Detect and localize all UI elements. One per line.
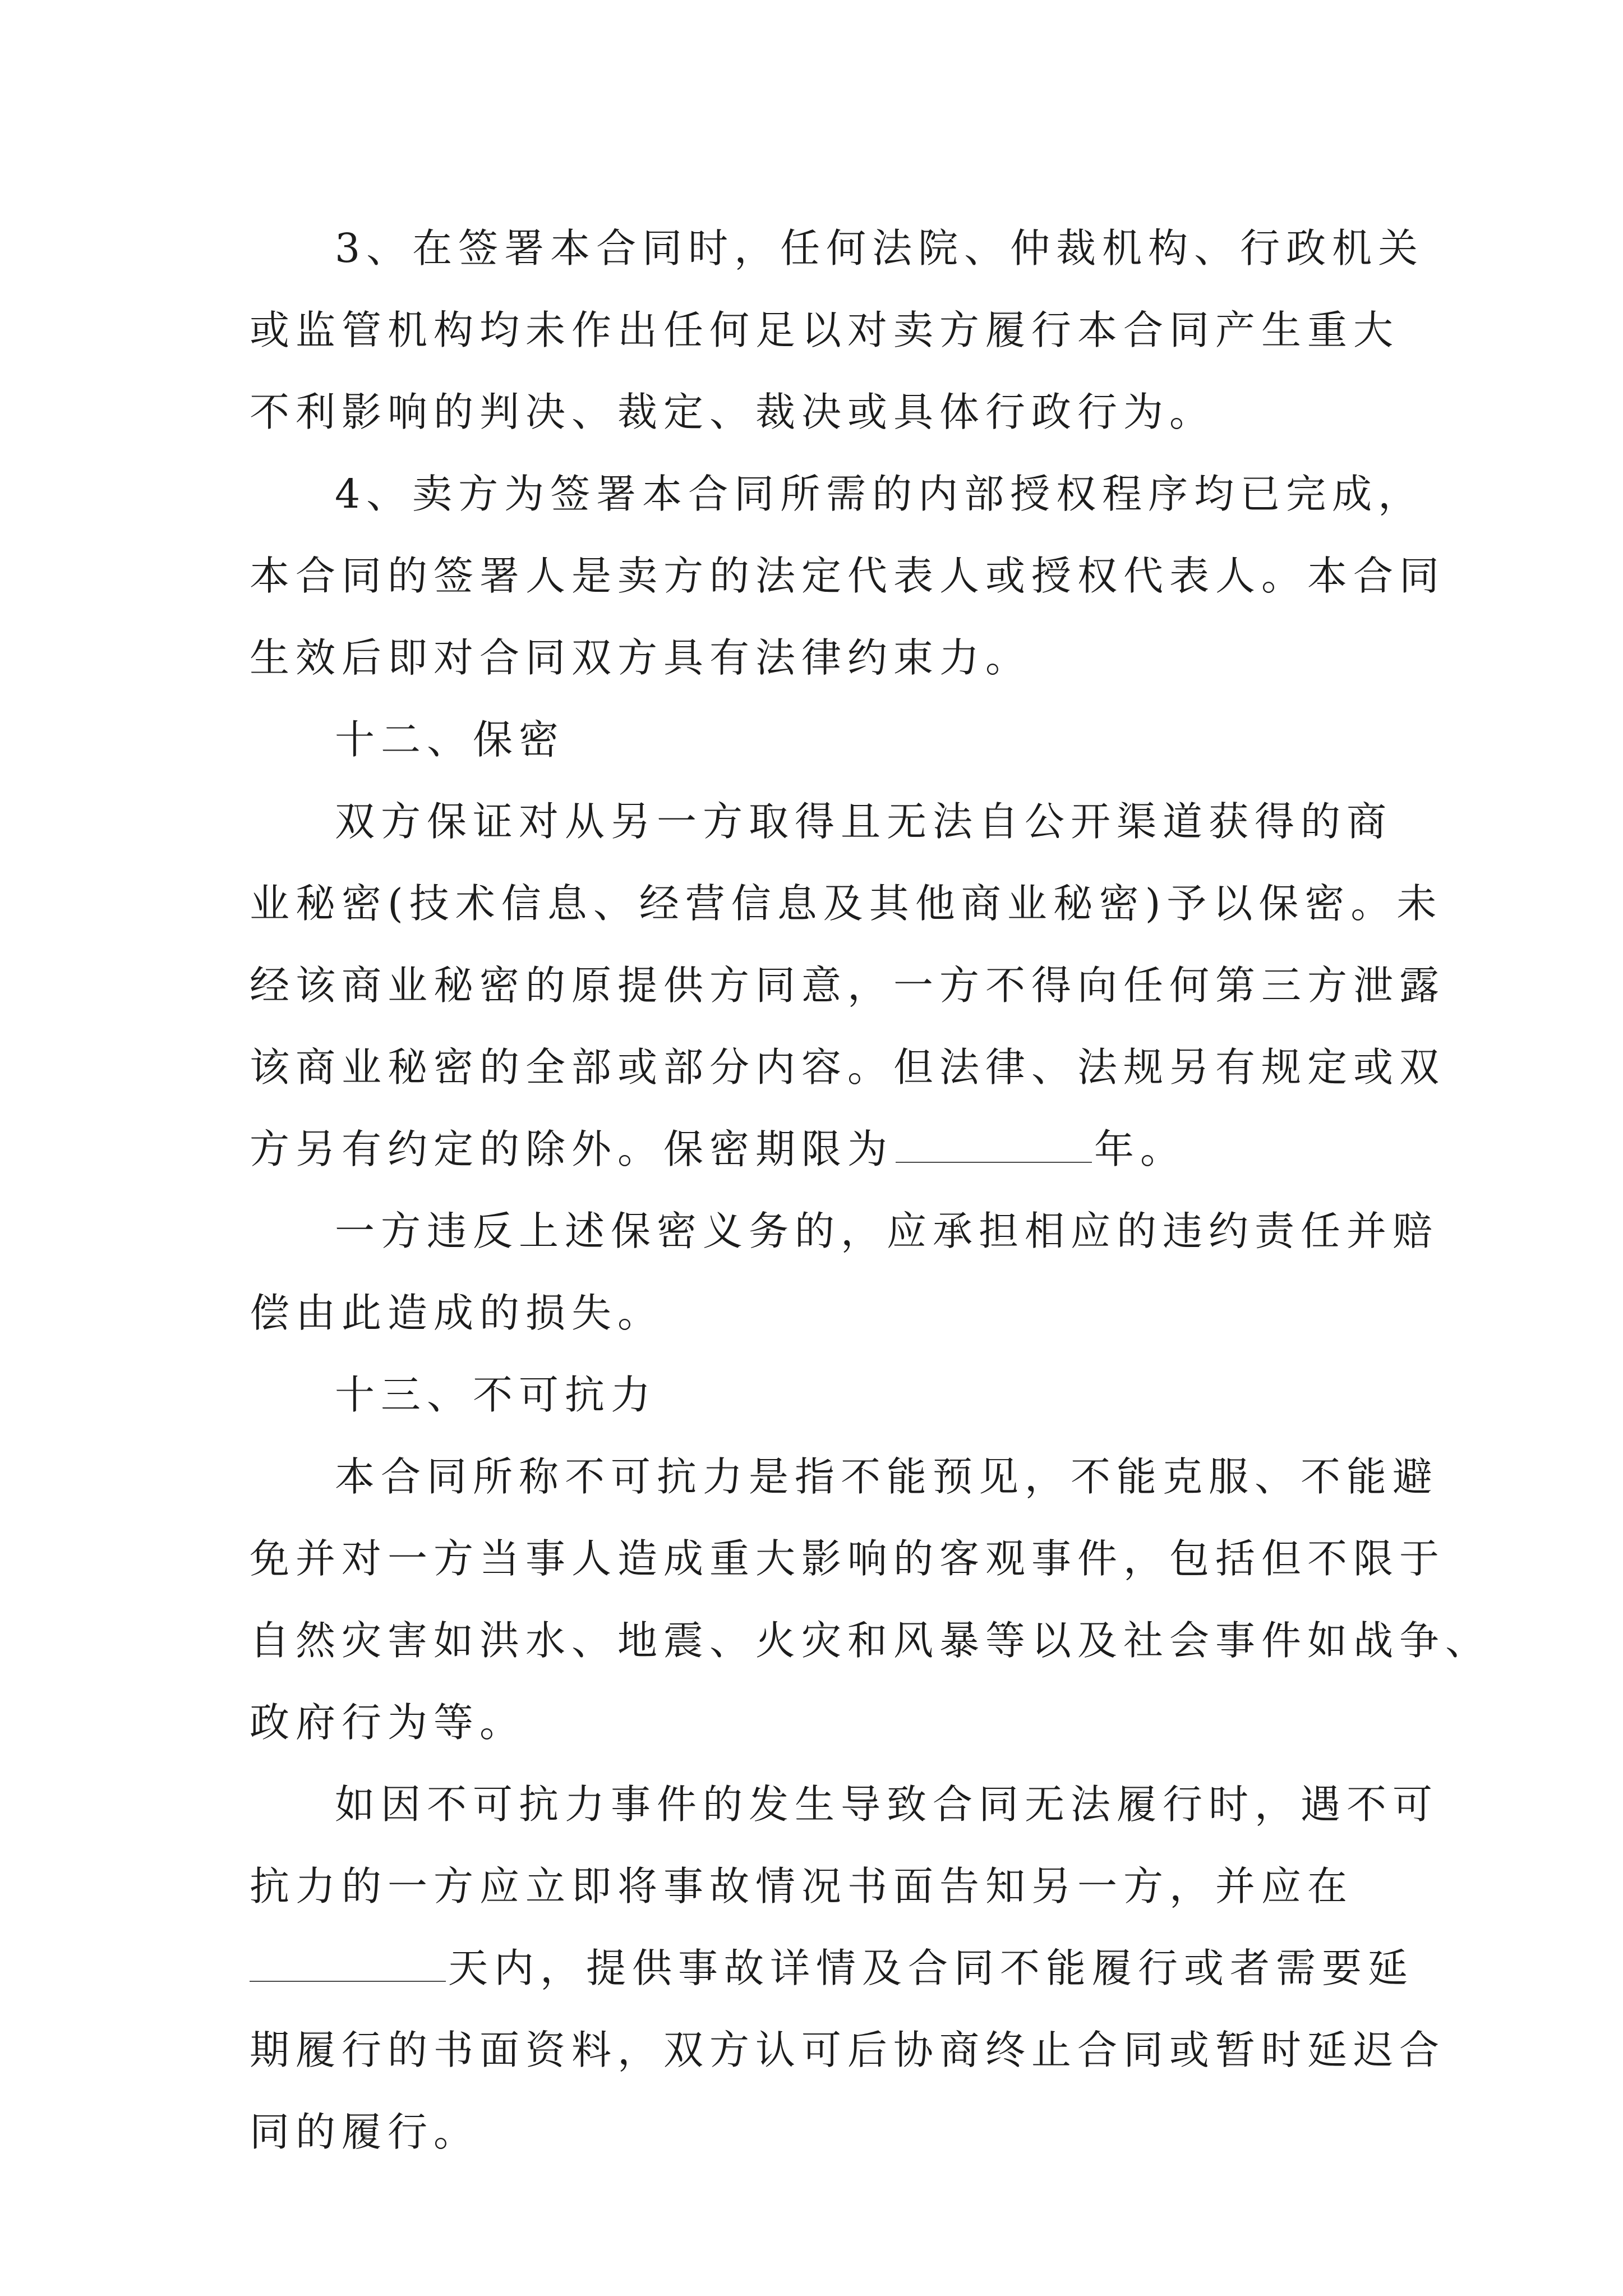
paragraph-force-majeure-notice (250, 1764, 1446, 2173)
text-line: 自然灾害如洪水、地震、火灾和风暴等以及社会事件如战争、 (250, 1617, 1492, 1664)
paragraph-4-authorization (250, 453, 1446, 699)
confidentiality-term-blank[interactable] (896, 1117, 1092, 1163)
text-line: 本合同的签署人是卖方的法定代表人或授权代表人。本合同 (250, 553, 1446, 599)
text-line: 政府行为等。 (250, 1699, 526, 1746)
paragraph-force-majeure-definition (250, 1436, 1492, 1764)
text-line: 双方保证对从另一方取得且无法自公开渠道获得的商 (335, 798, 1393, 845)
text-line: 一方违反上述保密义务的，应承担相应的违约责任并赔 (335, 1208, 1439, 1254)
text-line: 同的履行。 (250, 2109, 480, 2155)
text-line: 如因不可抗力事件的发生导致合同无法履行时，遇不可 (335, 1781, 1439, 1828)
text-line (250, 1927, 1414, 2009)
text-fragment: 年。 (1094, 1126, 1187, 1172)
text-line: 抗力的一方应立即将事故情况书面告知另一方，并应在 (250, 1863, 1354, 1910)
text-line: 本合同所称不可抗力是指不能预见，不能克服、不能避 (335, 1453, 1439, 1500)
text-line: 偿由此造成的损失。 (250, 1290, 664, 1336)
paragraph-breach-liability (250, 1190, 1439, 1354)
text-fragment: 方另有约定的除外。保密期限为 (250, 1126, 894, 1172)
text-line (250, 1108, 1394, 1190)
text-line: 或监管机构均未作出任何足以对卖方履行本合同产生重大 (250, 307, 1400, 353)
text-line: 期履行的书面资料，双方认可后协商终止合同或暂时延迟合 (250, 2027, 1446, 2073)
contract-text (250, 208, 1492, 2173)
section-heading-confidentiality: 十二、保密 (335, 716, 565, 763)
notice-days-blank[interactable] (250, 1936, 446, 1982)
text-fragment: 天内，提供事故详情及合同不能履行或者需要延 (448, 1945, 1414, 1991)
paragraph-3-no-adverse-ruling (250, 208, 1424, 453)
text-line: 经该商业秘密的原提供方同意，一方不得向任何第三方泄露 (250, 962, 1446, 1009)
text-line: 不利影响的判决、裁定、裁决或具体行政行为。 (250, 389, 1216, 435)
text-line: 业秘密(技术信息、经营信息及其他商业秘密)予以保密。未 (250, 880, 1443, 927)
text-line: 4、卖方为签署本合同所需的内部授权程序均已完成， (335, 471, 1424, 517)
text-line: 生效后即对合同双方具有法律约束力。 (250, 634, 1032, 681)
paragraph-confidentiality (250, 781, 1446, 1190)
section-heading-force-majeure: 十三、不可抗力 (335, 1372, 657, 1418)
text-line: 该商业秘密的全部或部分内容。但法律、法规另有规定或双 (250, 1044, 1446, 1091)
text-line: 免并对一方当事人造成重大影响的客观事件，包括但不限于 (250, 1535, 1446, 1582)
text-line: 3、在签署本合同时，任何法院、仲裁机构、行政机关 (335, 225, 1424, 272)
